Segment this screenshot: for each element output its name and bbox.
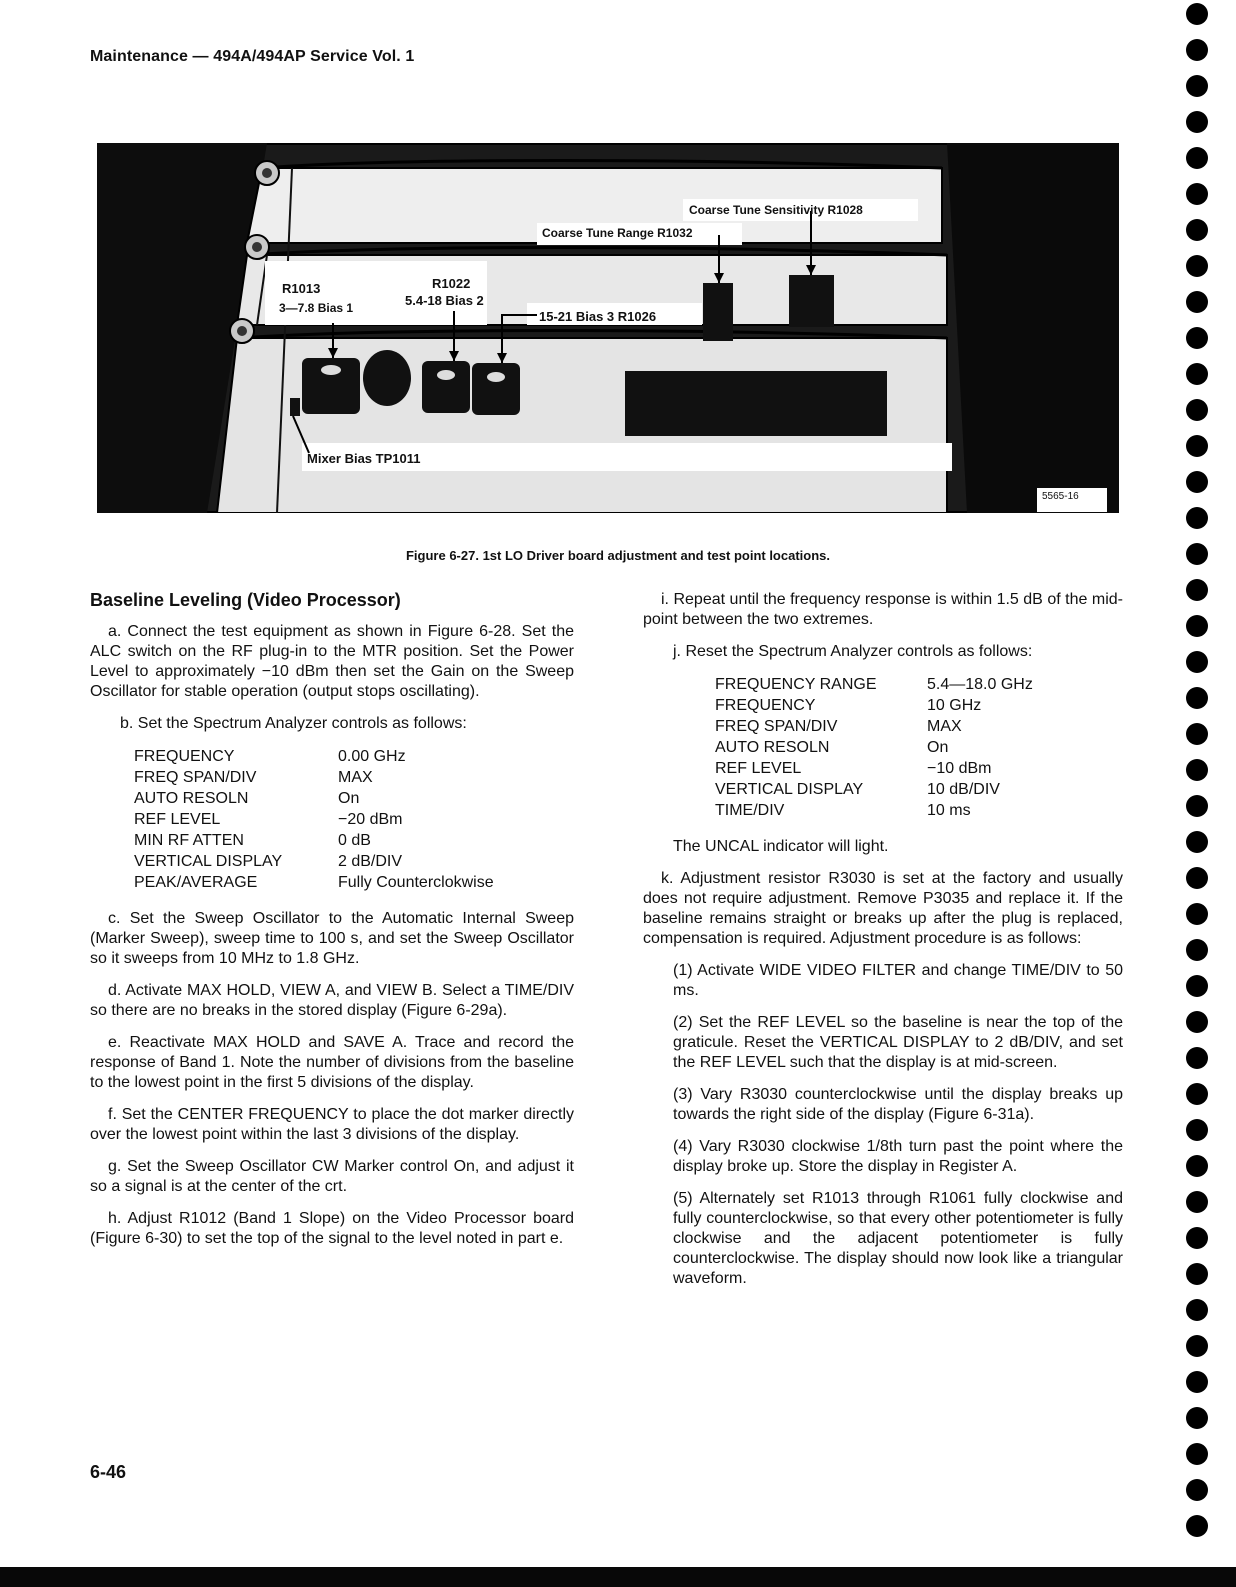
step-b: b. Set the Spectrum Analyzer controls as follows:: [120, 715, 467, 732]
right-column: [643, 590, 1123, 1301]
setting-key: PEAK/AVERAGE: [134, 874, 258, 891]
setting-key: AUTO RESOLN: [134, 790, 249, 807]
step-i: i. Repeat until the frequency response is within 1.5 dB of the mid-point between the two extremes.: [643, 591, 1123, 628]
table-row: [715, 737, 1033, 758]
page-number: 6-46: [90, 1462, 127, 1482]
table-row: [134, 872, 494, 893]
table-row: [134, 788, 494, 809]
label-coarse-tune-range: Coarse Tune Range R1032: [542, 226, 693, 240]
table-row: [134, 809, 494, 830]
binder-holes: [1177, 0, 1217, 1587]
setting-key: VERTICAL DISPLAY: [715, 781, 864, 798]
step-a: a. Connect the test equipment as shown in Figure 6-28. Set the ALC switch on the RF plug-in to the MTR position. Set the Power Level to approximately −10 dBm then set the Gain on the Sweep Oscillator for stable operation (output stops oscillating).: [90, 623, 574, 700]
step-k4: (4) Vary R3030 clockwise 1/8th turn past the point where the display broke up. Store the display in Register A.: [673, 1138, 1123, 1175]
setting-value: 5.4—18.0 GHz: [927, 676, 1033, 693]
setting-value: On: [338, 790, 360, 807]
label-r1013: R1013: [282, 281, 321, 296]
setting-value: Fully Counterclokwise: [338, 874, 494, 891]
setting-value: 2 dB/DIV: [338, 853, 403, 870]
setting-key: REF LEVEL: [715, 760, 802, 777]
setting-key: AUTO RESOLN: [715, 739, 830, 756]
setting-key: FREQ SPAN/DIV: [715, 718, 838, 735]
setting-value: −10 dBm: [927, 760, 992, 777]
label-bias2: 5.4-18 Bias 2: [405, 293, 484, 308]
table-row: [134, 851, 494, 872]
step-f: f. Set the CENTER FREQUENCY to place the dot marker directly over the lowest point within the last 3 divisions of the display.: [90, 1106, 574, 1143]
setting-value: 0 dB: [338, 832, 371, 849]
setting-value: −20 dBm: [338, 811, 403, 828]
setting-key: FREQUENCY: [715, 697, 816, 714]
setting-value: On: [927, 739, 949, 756]
setting-key: TIME/DIV: [715, 802, 785, 819]
setting-key: FREQ SPAN/DIV: [134, 769, 257, 786]
table-row: [134, 767, 494, 788]
table-row: [715, 779, 1033, 800]
bottom-edge-bar: [0, 1567, 1236, 1587]
setting-key: REF LEVEL: [134, 811, 221, 828]
step-k2: (2) Set the REF LEVEL so the baseline is near the top of the graticule. Reset the VERTICAL DISPLAY to 2 dB/DIV, and set the REF LEVEL such that the display is at mid-screen.: [673, 1014, 1123, 1071]
step-k1: (1) Activate WIDE VIDEO FILTER and change TIME/DIV to 50 ms.: [673, 962, 1123, 999]
label-bias1: 3—7.8 Bias 1: [279, 301, 354, 315]
left-column: [90, 590, 574, 1261]
setting-value: 0.00 GHz: [338, 748, 406, 765]
table-row: [715, 758, 1033, 779]
uncal-note: The UNCAL indicator will light.: [673, 838, 889, 855]
step-k3: (3) Vary R3030 counterclockwise until the display breaks up towards the right side of the display (Figure 6-31a).: [673, 1086, 1123, 1123]
section-heading: Baseline Leveling (Video Processor): [90, 590, 401, 610]
figure-caption: Figure 6-27. 1st LO Driver board adjustment and test point locations.: [405, 548, 831, 563]
label-coarse-tune-sensitivity: Coarse Tune Sensitivity R1028: [689, 203, 863, 217]
label-r1022: R1022: [432, 276, 471, 291]
board-photo: [97, 143, 1119, 513]
setting-value: 10 GHz: [927, 697, 982, 714]
table-row: [715, 800, 1033, 821]
settings-table-j: [715, 674, 1033, 821]
label-figure-id: 5565-16: [1042, 491, 1079, 502]
step-c: c. Set the Sweep Oscillator to the Automatic Internal Sweep (Marker Sweep), sweep time to 100 s, and set the Sweep Oscillator so it sweeps from 10 MHz to 1.8 GHz.: [90, 910, 574, 967]
settings-table-b: [134, 746, 494, 893]
setting-key: MIN RF ATTEN: [134, 832, 244, 849]
setting-value: MAX: [927, 718, 962, 735]
table-row: [715, 716, 1033, 737]
setting-key: FREQUENCY: [134, 748, 235, 765]
step-k5: (5) Alternately set R1013 through R1061 fully clockwise and fully counterclockwise, so that every other potentiometer is fully clockwise and the adjacent potentiometer is fully counterclockwise. The display should now look like a triangular waveform.: [673, 1190, 1123, 1287]
step-g: g. Set the Sweep Oscillator CW Marker control On, and adjust it so a signal is at the center of the crt.: [90, 1158, 574, 1195]
setting-key: VERTICAL DISPLAY: [134, 853, 283, 870]
setting-value: MAX: [338, 769, 373, 786]
table-row: [715, 674, 1033, 695]
label-mixer-bias: Mixer Bias TP1011: [307, 451, 421, 466]
table-row: [715, 695, 1033, 716]
setting-key: FREQUENCY RANGE: [715, 676, 877, 693]
setting-value: 10 ms: [927, 802, 971, 819]
page-header: Maintenance — 494A/494AP Service Vol. 1: [90, 48, 415, 65]
table-row: [134, 746, 494, 767]
figure-6-27: [97, 143, 1119, 513]
setting-value: 10 dB/DIV: [927, 781, 1000, 798]
step-j: j. Reset the Spectrum Analyzer controls as follows:: [673, 643, 1033, 660]
step-k: k. Adjustment resistor R3030 is set at the factory and usually does not require adjustment. Remove P3035 and replace it. If the baseline remains straight or breaks up after the plug is replaced, compensation is required. Adjustment procedure is as follows:: [643, 870, 1123, 947]
step-h: h. Adjust R1012 (Band 1 Slope) on the Video Processor board (Figure 6-30) to set the top of the signal to the level noted in part e.: [90, 1210, 574, 1247]
step-e: e. Reactivate MAX HOLD and SAVE A. Trace and record the response of Band 1. Note the number of divisions from the baseline to the lowest point in the first 5 divisions of the display.: [90, 1034, 574, 1091]
table-row: [134, 830, 494, 851]
step-d: d. Activate MAX HOLD, VIEW A, and VIEW B. Select a TIME/DIV so there are no breaks in the stored display (Figure 6-29a).: [90, 982, 574, 1019]
label-bias3: 15-21 Bias 3 R1026: [539, 309, 657, 324]
